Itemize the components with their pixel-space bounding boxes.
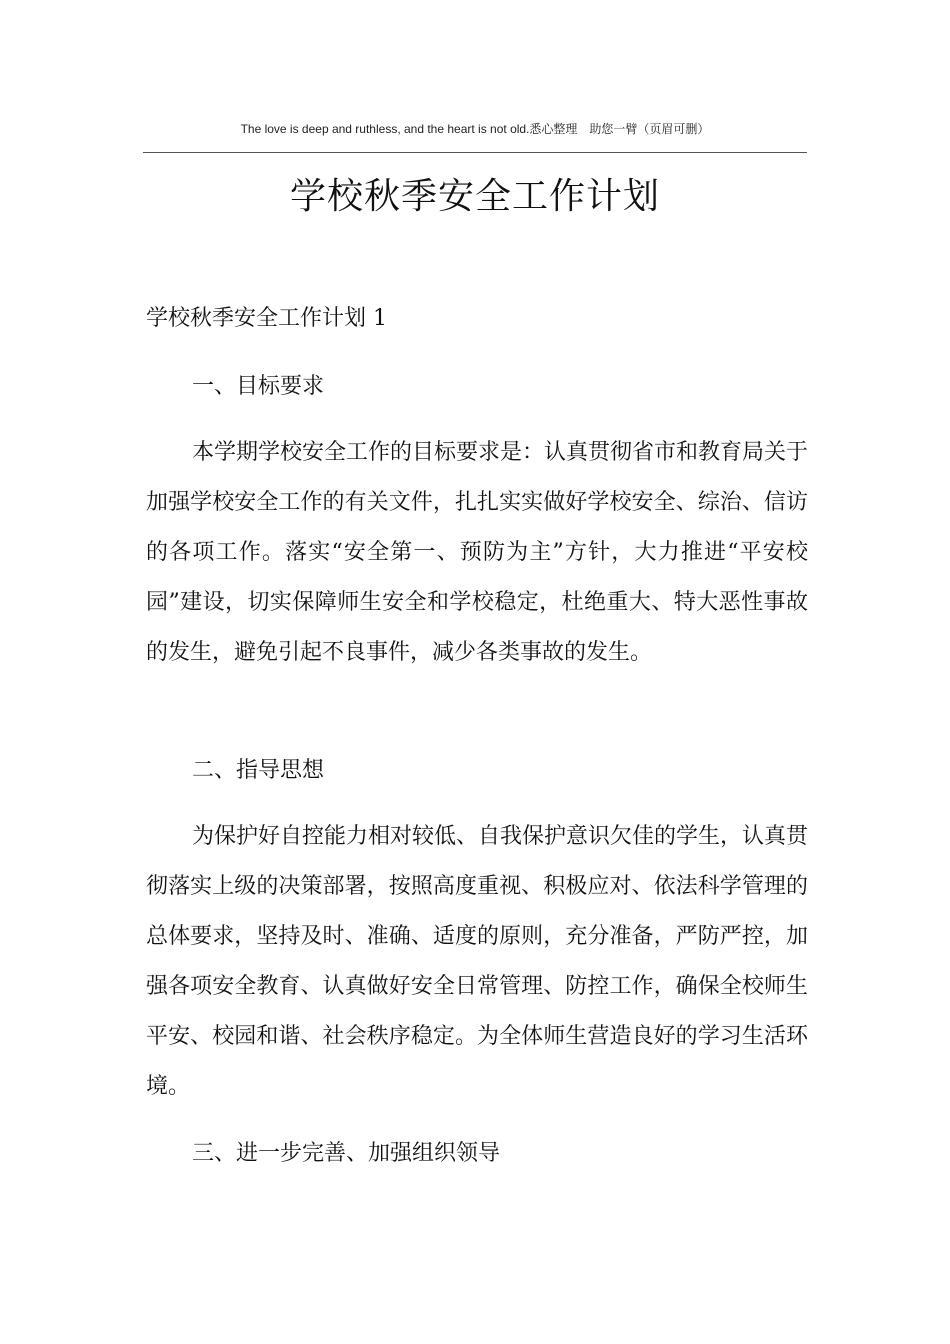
heading-guiding-ideology: 二、指导思想: [192, 758, 325, 783]
heading-organization-leadership: 三、进一步完善、加强组织领导: [192, 1141, 501, 1166]
page-header-text: The love is deep and ruthless, and the heart is not old.悉心整理 助您一臂（页眉可删）: [240, 122, 710, 136]
paragraph-guiding-ideology: 为保护好自控能力相对较低、自我保护意识欠佳的学生，认真贯彻落实上级的决策部署，按照高度重视、积极应对、依法科学管理的总体要求，坚持及时、准确、适度的原则，充分准备，严防严控，加强各项安全教育、认真做好安全日常管理、防控工作，确保全校师生平安、校园和谐、社会秩序稳定。为全体师生营造良好的学习生活环境。: [146, 824, 809, 1099]
heading-goals: 一、目标要求: [192, 374, 325, 399]
header-divider: [143, 152, 807, 153]
section-title: 学校秋季安全工作计划 1: [146, 306, 387, 331]
document-title: 学校秋季安全工作计划: [289, 176, 660, 217]
paragraph-goals: 本学期学校安全工作的目标要求是：认真贯彻省市和教育局关于加强学校安全工作的有关文件，扎扎实实做好学校安全、综治、信访的各项工作。落实“安全第一、预防为主”方针，大力推进“平安校园”建设，切实保障师生安全和学校稳定，杜绝重大、特大恶性事故的发生，避免引起不良事件，减少各类事故的发生。: [146, 440, 809, 665]
